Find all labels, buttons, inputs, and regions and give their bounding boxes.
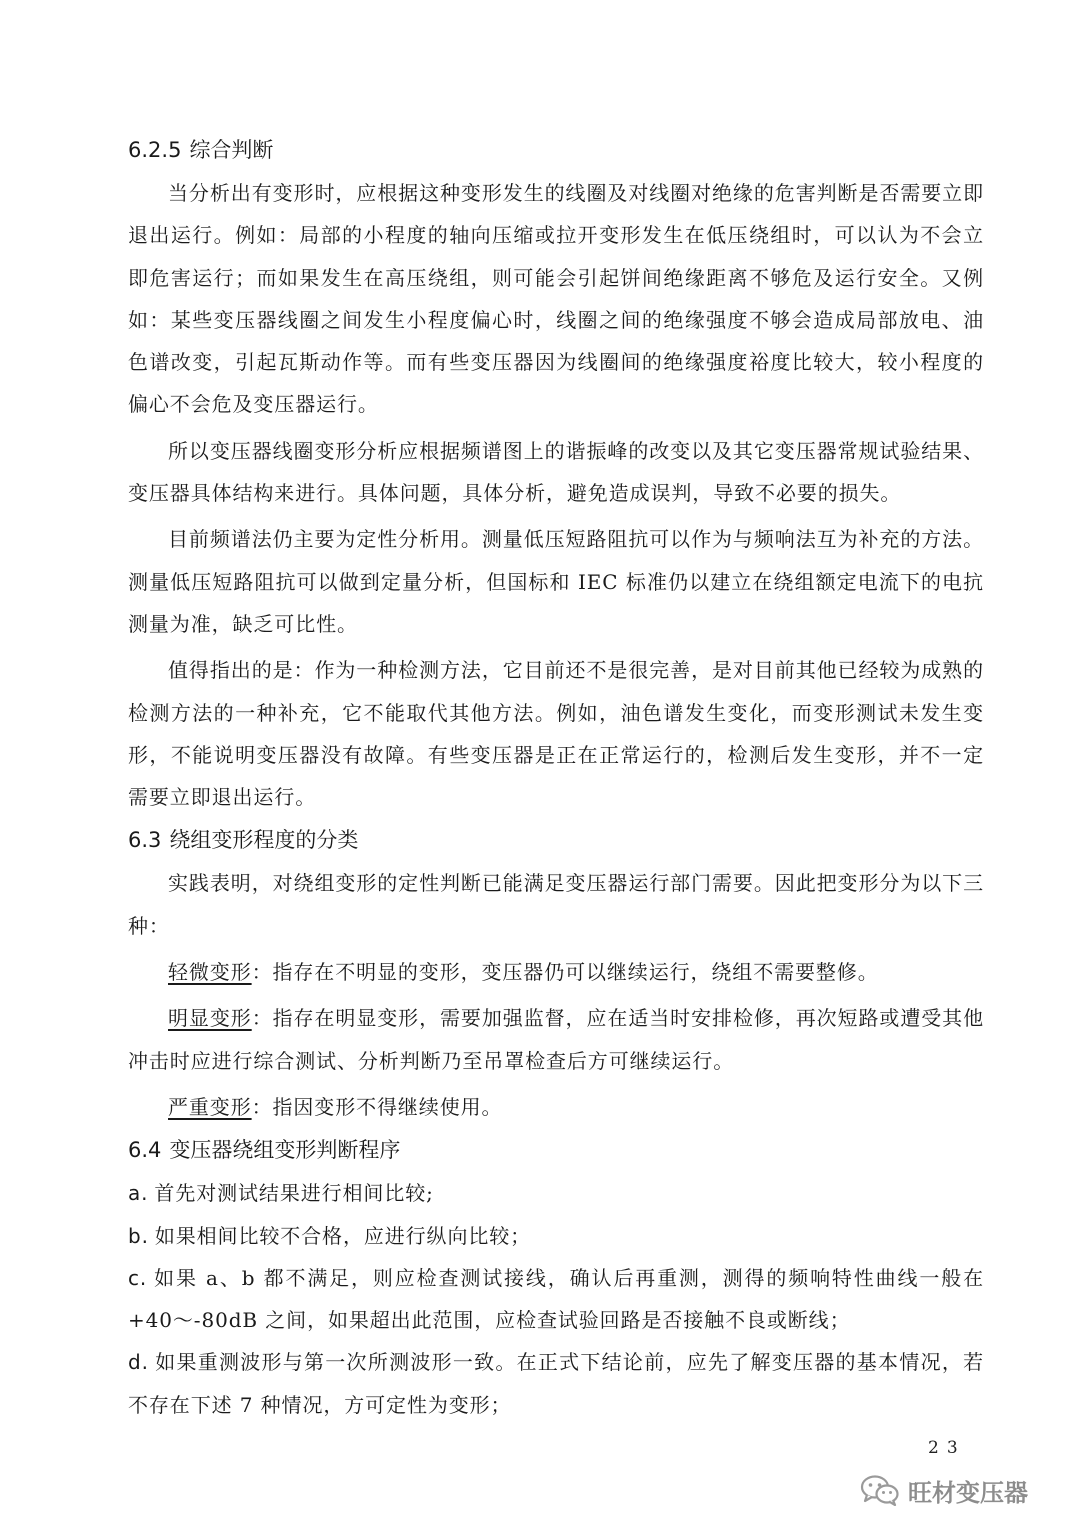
- list-marker: d.: [128, 1350, 149, 1375]
- list-item: [128, 1257, 984, 1342]
- paragraph: 实践表明，对绕组变形的定性判断已能满足变压器运行部门需要。因此把变形分为以下三种：: [128, 871, 984, 938]
- page-number: 23: [928, 1438, 966, 1458]
- definition-slight: [128, 951, 984, 993]
- section-number: 6.3: [128, 828, 162, 853]
- list-text: 如果相间比较不合格，应进行纵向比较；: [154, 1223, 532, 1248]
- list-text: 如果 a、b 都不满足，则应检查测试接线，确认后再重测，测得的频响特性曲线一般在+40～-80dB 之间，如果超出此范围，应检查试验回路是否接触不良或断线；: [128, 1265, 984, 1333]
- definition-term: 轻微变形: [168, 960, 252, 985]
- definition-term: 严重变形: [168, 1094, 252, 1119]
- section-number: 6.2.5: [128, 138, 182, 162]
- section-heading-6-3: [128, 818, 984, 862]
- section-title: 综合判断: [189, 138, 274, 162]
- paragraph: 目前频谱法仍主要为定性分析用。测量低压短路阻抗可以作为与频响法互为补充的方法。测量低压短路阻抗可以做到定量分析，但国标和 IEC 标准仍以建立在绕组额定电流下的电抗测量为准，缺乏可比性。: [128, 527, 984, 636]
- list-item: [128, 1215, 984, 1257]
- definition-obvious: [128, 997, 984, 1082]
- list-marker: b.: [128, 1223, 149, 1248]
- document-page: [128, 128, 984, 1426]
- section-heading-6-4: [128, 1128, 984, 1172]
- definition-text: ：指存在不明显的变形，变压器仍可以继续运行，绕组不需要整修。: [251, 960, 879, 985]
- section-heading-6-2-5: [128, 128, 984, 172]
- list-item: [128, 1341, 984, 1426]
- paragraph: 当分析出有变形时，应根据这种变形发生的线圈及对线圈对绝缘的危害判断是否需要立即退出运行。例如：局部的小程度的轴向压缩或拉开变形发生在低压绕组时，可以认为不会立即危害运行；而如果发生在高压绕组，则可能会引起饼间绝缘距离不够危及运行安全。又例如：某些变压器线圈之间发生小程度偏心时，线圈之间的绝缘强度不够会造成局部放电、油色谱改变，引起瓦斯动作等。而有些变压器因为线圈间的绝缘强度裕度比较大，较小程度的偏心不会危及变压器运行。: [128, 181, 984, 417]
- list-item: [128, 1172, 984, 1214]
- list-text: 首先对测试结果进行相间比较;: [154, 1181, 434, 1206]
- list-marker: c.: [128, 1265, 148, 1290]
- section-title: 绕组变形程度的分类: [169, 828, 359, 853]
- watermark: [860, 1470, 1028, 1510]
- wechat-icon: [860, 1474, 900, 1506]
- section-title: 变压器绕组变形判断程序: [169, 1138, 401, 1163]
- definition-text: ：指存在明显变形，需要加强监督，应在适当时安排检修，再次短路或遭受其他冲击时应进行综合测试、分析判断乃至吊罩检查后方可继续运行。: [128, 1006, 984, 1073]
- paragraph: 值得指出的是：作为一种检测方法，它目前还不是很完善，是对目前其他已经较为成熟的检测方法的一种补充，它不能取代其他方法。例如，油色谱发生变化，而变形测试未发生变形，不能说明变压器没有故障。有些变压器是正在正常运行的，检测后发生变形，并不一定需要立即退出运行。: [128, 658, 984, 810]
- watermark-text: 旺材变压器: [908, 1478, 1028, 1507]
- list-text: 如果重测波形与第一次所测波形一致。在正式下结论前，应先了解变压器的基本情况，若不存在下述 7 种情况，方可定性为变形；: [128, 1350, 984, 1417]
- list-marker: a.: [128, 1181, 149, 1206]
- definition-term: 明显变形: [168, 1006, 252, 1031]
- paragraph: 所以变压器线圈变形分析应根据频谱图上的谐振峰的改变以及其它变压器常规试验结果、变压器具体结构来进行。具体问题，具体分析，避免造成误判，导致不必要的损失。: [128, 438, 984, 506]
- definition-text: ：指因变形不得继续使用。: [251, 1094, 503, 1119]
- section-number: 6.4: [128, 1138, 162, 1163]
- definition-severe: [128, 1086, 984, 1128]
